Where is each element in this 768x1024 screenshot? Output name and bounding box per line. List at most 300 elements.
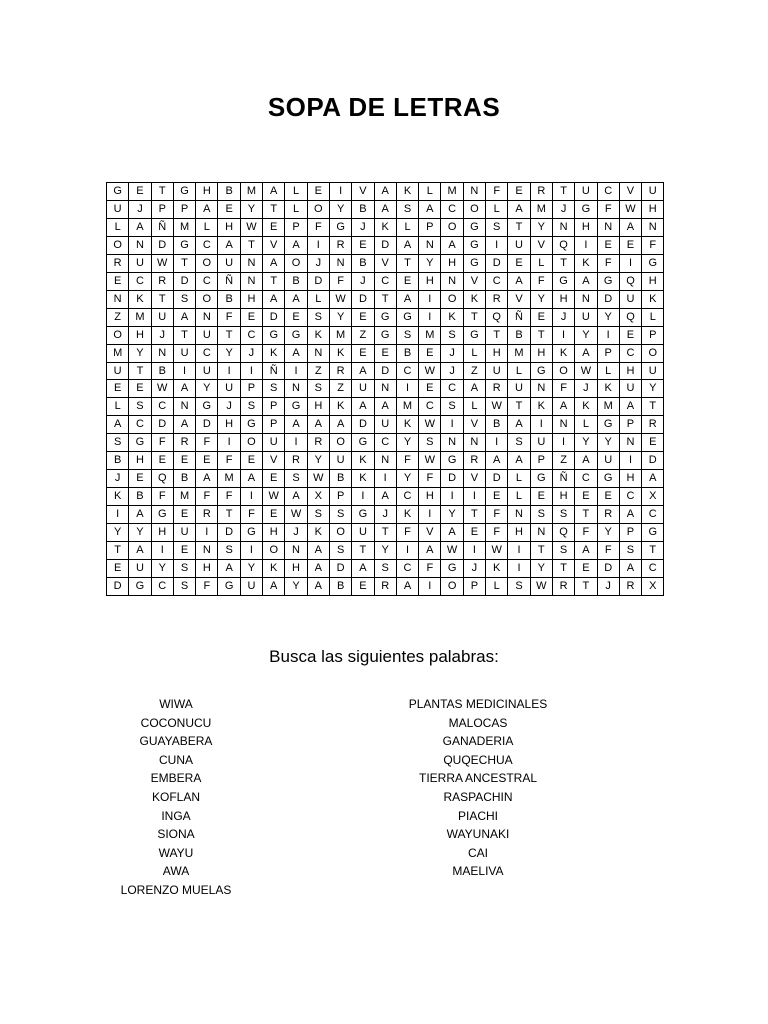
grid-cell: G: [107, 183, 129, 201]
grid-cell: G: [552, 272, 574, 290]
grid-cell: A: [508, 272, 530, 290]
grid-cell: Y: [129, 524, 151, 542]
instructions-heading: Busca las siguientes palabras:: [269, 647, 499, 666]
grid-cell: D: [196, 416, 218, 434]
grid-cell: O: [441, 577, 463, 595]
grid-row: [107, 308, 664, 326]
grid-cell: I: [396, 380, 418, 398]
grid-row: [107, 524, 664, 542]
grid-cell: Y: [307, 452, 329, 470]
grid-cell: G: [240, 416, 262, 434]
grid-cell: S: [508, 434, 530, 452]
grid-cell: E: [307, 183, 329, 201]
grid-cell: H: [240, 290, 262, 308]
grid-cell: U: [107, 200, 129, 218]
grid-cell: N: [530, 380, 552, 398]
grid-cell: D: [218, 524, 240, 542]
grid-cell: R: [597, 506, 619, 524]
grid-cell: A: [307, 416, 329, 434]
grid-cell: A: [129, 542, 151, 560]
grid-cell: K: [374, 218, 396, 236]
grid-cell: I: [619, 452, 641, 470]
grid-cell: D: [642, 452, 664, 470]
grid-cell: F: [575, 524, 597, 542]
grid-cell: S: [218, 542, 240, 560]
grid-cell: U: [107, 362, 129, 380]
grid-cell: R: [329, 362, 351, 380]
grid-cell: W: [151, 380, 173, 398]
grid-cell: E: [173, 452, 195, 470]
grid-cell: E: [530, 308, 552, 326]
grid-cell: F: [396, 524, 418, 542]
grid-cell: C: [196, 236, 218, 254]
grid-cell: C: [619, 488, 641, 506]
grid-cell: I: [307, 236, 329, 254]
grid-cell: G: [173, 183, 195, 201]
grid-cell: H: [508, 524, 530, 542]
grid-cell: A: [374, 398, 396, 416]
grid-cell: G: [240, 524, 262, 542]
grid-cell: O: [463, 200, 485, 218]
grid-cell: K: [575, 398, 597, 416]
grid-cell: U: [352, 380, 374, 398]
grid-cell: A: [619, 560, 641, 578]
grid-cell: G: [374, 326, 396, 344]
grid-cell: H: [129, 326, 151, 344]
grid-cell: F: [419, 560, 441, 578]
grid-cell: D: [597, 290, 619, 308]
grid-cell: W: [441, 542, 463, 560]
grid-cell: N: [463, 183, 485, 201]
grid-cell: C: [129, 416, 151, 434]
grid-cell: T: [642, 398, 664, 416]
grid-cell: U: [508, 236, 530, 254]
grid-cell: W: [263, 488, 285, 506]
grid-cell: S: [486, 218, 508, 236]
grid-cell: S: [107, 434, 129, 452]
grid-cell: A: [196, 470, 218, 488]
grid-cell: K: [463, 290, 485, 308]
grid-cell: K: [352, 470, 374, 488]
grid-cell: T: [463, 506, 485, 524]
grid-cell: E: [352, 308, 374, 326]
grid-cell: T: [552, 183, 574, 201]
grid-cell: C: [642, 506, 664, 524]
grid-cell: S: [285, 470, 307, 488]
grid-cell: I: [575, 236, 597, 254]
grid-cell: U: [575, 308, 597, 326]
grid-cell: T: [530, 542, 552, 560]
grid-cell: E: [129, 380, 151, 398]
grid-cell: T: [107, 542, 129, 560]
grid-cell: V: [352, 183, 374, 201]
grid-cell: T: [374, 290, 396, 308]
grid-cell: I: [107, 506, 129, 524]
grid-cell: A: [419, 200, 441, 218]
grid-cell: E: [107, 380, 129, 398]
grid-cell: J: [552, 200, 574, 218]
grid-cell: B: [218, 183, 240, 201]
grid-cell: T: [575, 506, 597, 524]
grid-cell: A: [396, 236, 418, 254]
grid-cell: Y: [575, 326, 597, 344]
grid-cell: E: [619, 236, 641, 254]
grid-cell: M: [240, 183, 262, 201]
grid-cell: U: [486, 362, 508, 380]
grid-cell: I: [552, 434, 574, 452]
grid-cell: B: [396, 344, 418, 362]
grid-cell: N: [285, 542, 307, 560]
grid-cell: A: [441, 236, 463, 254]
grid-cell: A: [374, 183, 396, 201]
grid-cell: J: [441, 344, 463, 362]
grid-cell: U: [619, 290, 641, 308]
grid-cell: O: [441, 290, 463, 308]
grid-row: [107, 560, 664, 578]
grid-cell: V: [419, 524, 441, 542]
grid-cell: G: [352, 434, 374, 452]
grid-cell: R: [619, 577, 641, 595]
grid-cell: U: [151, 308, 173, 326]
grid-cell: D: [486, 254, 508, 272]
grid-cell: C: [396, 362, 418, 380]
grid-cell: K: [552, 344, 574, 362]
grid-cell: S: [173, 577, 195, 595]
grid-cell: Y: [240, 200, 262, 218]
grid-row: [107, 236, 664, 254]
grid-row: [107, 470, 664, 488]
grid-cell: S: [419, 434, 441, 452]
grid-cell: I: [151, 542, 173, 560]
grid-cell: O: [196, 290, 218, 308]
grid-cell: Y: [597, 524, 619, 542]
grid-cell: K: [642, 290, 664, 308]
grid-cell: S: [263, 380, 285, 398]
grid-cell: W: [619, 200, 641, 218]
grid-cell: N: [530, 524, 552, 542]
grid-cell: E: [129, 470, 151, 488]
grid-cell: A: [263, 183, 285, 201]
grid-cell: F: [597, 200, 619, 218]
grid-cell: G: [463, 236, 485, 254]
word-list-item: LORENZO MUELAS: [120, 882, 232, 897]
word-list-item: INGA: [161, 808, 191, 823]
grid-cell: S: [396, 326, 418, 344]
grid-cell: K: [107, 488, 129, 506]
grid-cell: I: [530, 416, 552, 434]
grid-cell: A: [619, 398, 641, 416]
grid-cell: Q: [552, 236, 574, 254]
grid-cell: U: [575, 183, 597, 201]
grid-cell: Y: [396, 470, 418, 488]
grid-cell: T: [151, 290, 173, 308]
word-list-item: PLANTAS MEDICINALES: [408, 697, 548, 711]
grid-cell: C: [396, 488, 418, 506]
grid-row: [107, 506, 664, 524]
grid-cell: R: [196, 506, 218, 524]
grid-cell: J: [151, 326, 173, 344]
grid-cell: F: [307, 218, 329, 236]
grid-cell: N: [240, 272, 262, 290]
grid-cell: F: [419, 470, 441, 488]
grid-cell: K: [530, 398, 552, 416]
grid-cell: D: [597, 560, 619, 578]
grid-cell: E: [352, 236, 374, 254]
grid-cell: U: [240, 577, 262, 595]
grid-cell: R: [463, 452, 485, 470]
grid-cell: A: [486, 452, 508, 470]
grid-cell: C: [597, 183, 619, 201]
grid-cell: M: [419, 326, 441, 344]
grid-cell: A: [285, 344, 307, 362]
grid-cell: P: [263, 398, 285, 416]
grid-cell: H: [151, 524, 173, 542]
grid-cell: U: [196, 362, 218, 380]
grid-cell: J: [107, 470, 129, 488]
grid-cell: G: [129, 577, 151, 595]
grid-cell: D: [107, 577, 129, 595]
grid-cell: V: [374, 254, 396, 272]
grid-cell: E: [597, 488, 619, 506]
grid-cell: J: [441, 362, 463, 380]
grid-cell: P: [597, 344, 619, 362]
grid-cell: T: [396, 254, 418, 272]
grid-cell: O: [263, 542, 285, 560]
grid-cell: C: [129, 272, 151, 290]
grid-cell: N: [642, 218, 664, 236]
grid-cell: T: [129, 362, 151, 380]
grid-cell: B: [329, 577, 351, 595]
grid-cell: J: [285, 524, 307, 542]
grid-cell: A: [575, 344, 597, 362]
grid-cell: R: [173, 434, 195, 452]
grid-cell: M: [218, 470, 240, 488]
grid-cell: E: [575, 488, 597, 506]
grid-cell: W: [307, 470, 329, 488]
grid-cell: E: [352, 344, 374, 362]
grid-cell: E: [396, 272, 418, 290]
grid-cell: Y: [107, 524, 129, 542]
grid-cell: A: [575, 542, 597, 560]
grid-cell: L: [107, 398, 129, 416]
grid-cell: T: [642, 542, 664, 560]
grid-cell: C: [619, 344, 641, 362]
grid-cell: L: [486, 577, 508, 595]
grid-cell: V: [463, 272, 485, 290]
grid-cell: H: [218, 416, 240, 434]
grid-cell: A: [352, 398, 374, 416]
grid-cell: T: [240, 236, 262, 254]
grid-cell: W: [486, 398, 508, 416]
grid-cell: B: [352, 200, 374, 218]
grid-cell: A: [508, 452, 530, 470]
grid-cell: V: [619, 183, 641, 201]
grid-cell: A: [173, 308, 195, 326]
grid-cell: T: [552, 560, 574, 578]
grid-cell: G: [597, 272, 619, 290]
grid-cell: L: [463, 398, 485, 416]
grid-cell: N: [196, 308, 218, 326]
grid-cell: P: [240, 380, 262, 398]
grid-cell: R: [486, 290, 508, 308]
grid-cell: C: [196, 344, 218, 362]
grid-cell: R: [285, 452, 307, 470]
word-list-item: SIONA: [157, 827, 195, 842]
grid-cell: B: [486, 416, 508, 434]
grid-cell: R: [307, 434, 329, 452]
grid-cell: T: [530, 326, 552, 344]
grid-cell: K: [486, 560, 508, 578]
grid-cell: N: [508, 506, 530, 524]
grid-cell: G: [352, 506, 374, 524]
grid-cell: F: [486, 506, 508, 524]
grid-cell: Q: [486, 308, 508, 326]
grid-cell: K: [597, 380, 619, 398]
grid-cell: A: [263, 254, 285, 272]
grid-cell: C: [486, 272, 508, 290]
grid-cell: W: [419, 362, 441, 380]
grid-cell: G: [463, 254, 485, 272]
grid-cell: I: [285, 362, 307, 380]
grid-cell: I: [508, 560, 530, 578]
grid-cell: E: [419, 344, 441, 362]
grid-cell: B: [352, 254, 374, 272]
grid-cell: G: [218, 577, 240, 595]
grid-cell: A: [441, 524, 463, 542]
word-list-item: RASPACHIN: [443, 789, 513, 804]
grid-cell: S: [173, 560, 195, 578]
grid-row: [107, 452, 664, 470]
grid-cell: E: [374, 344, 396, 362]
grid-cell: P: [419, 218, 441, 236]
grid-cell: L: [196, 218, 218, 236]
grid-cell: Q: [619, 308, 641, 326]
grid-cell: G: [530, 362, 552, 380]
grid-cell: I: [463, 488, 485, 506]
grid-cell: I: [441, 416, 463, 434]
grid-cell: J: [552, 308, 574, 326]
grid-cell: R: [530, 183, 552, 201]
grid-cell: G: [173, 236, 195, 254]
grid-cell: Ñ: [151, 218, 173, 236]
grid-cell: A: [285, 290, 307, 308]
grid-cell: S: [240, 398, 262, 416]
grid-row: [107, 416, 664, 434]
grid-cell: Y: [575, 434, 597, 452]
grid-cell: D: [307, 272, 329, 290]
grid-cell: A: [352, 560, 374, 578]
grid-cell: E: [352, 577, 374, 595]
grid-cell: K: [352, 452, 374, 470]
grid-cell: T: [218, 506, 240, 524]
grid-cell: N: [374, 380, 396, 398]
grid-cell: N: [129, 236, 151, 254]
grid-cell: E: [173, 542, 195, 560]
grid-cell: A: [173, 380, 195, 398]
grid-cell: I: [463, 542, 485, 560]
grid-cell: F: [642, 236, 664, 254]
grid-cell: I: [597, 326, 619, 344]
grid-cell: V: [463, 416, 485, 434]
grid-cell: B: [218, 290, 240, 308]
grid-cell: A: [508, 416, 530, 434]
grid-cell: U: [129, 560, 151, 578]
grid-cell: I: [552, 326, 574, 344]
grid-cell: H: [642, 272, 664, 290]
grid-cell: Y: [530, 218, 552, 236]
grid-cell: S: [552, 506, 574, 524]
grid-cell: G: [575, 200, 597, 218]
grid-cell: Z: [552, 452, 574, 470]
grid-row: [107, 290, 664, 308]
word-list-item: PIACHI: [457, 808, 498, 823]
grid-cell: I: [419, 506, 441, 524]
grid-cell: V: [530, 236, 552, 254]
grid-cell: A: [352, 362, 374, 380]
grid-cell: V: [263, 236, 285, 254]
grid-cell: I: [240, 488, 262, 506]
grid-cell: D: [151, 236, 173, 254]
grid-cell: R: [107, 254, 129, 272]
grid-cell: J: [352, 218, 374, 236]
grid-cell: H: [552, 488, 574, 506]
grid-cell: B: [129, 488, 151, 506]
grid-cell: K: [396, 183, 418, 201]
grid-cell: O: [642, 344, 664, 362]
grid-cell: A: [552, 398, 574, 416]
grid-cell: O: [285, 254, 307, 272]
grid-cell: G: [597, 470, 619, 488]
grid-cell: N: [307, 344, 329, 362]
grid-cell: G: [151, 506, 173, 524]
grid-cell: I: [352, 488, 374, 506]
grid-cell: Y: [419, 254, 441, 272]
grid-cell: I: [196, 524, 218, 542]
grid-cell: R: [151, 272, 173, 290]
grid-cell: H: [419, 272, 441, 290]
grid-cell: W: [151, 254, 173, 272]
grid-cell: Y: [218, 344, 240, 362]
word-list-item: WIWA: [159, 697, 193, 711]
grid-cell: T: [173, 254, 195, 272]
grid-cell: A: [619, 218, 641, 236]
grid-cell: D: [486, 470, 508, 488]
grid-cell: U: [329, 452, 351, 470]
word-list-item: COCONUCU: [140, 715, 212, 730]
grid-cell: A: [129, 218, 151, 236]
grid-cell: C: [196, 272, 218, 290]
grid-cell: E: [240, 308, 262, 326]
grid-cell: S: [441, 326, 463, 344]
grid-cell: A: [463, 380, 485, 398]
grid-cell: T: [151, 183, 173, 201]
grid-cell: K: [129, 290, 151, 308]
grid-cell: T: [374, 524, 396, 542]
grid-cell: F: [396, 452, 418, 470]
grid-cell: Q: [552, 524, 574, 542]
grid-cell: L: [419, 183, 441, 201]
grid-cell: N: [575, 290, 597, 308]
grid-cell: H: [486, 344, 508, 362]
grid-row: [107, 488, 664, 506]
grid-cell: D: [173, 272, 195, 290]
grid-cell: Y: [530, 560, 552, 578]
grid-cell: H: [285, 560, 307, 578]
grid-cell: B: [329, 470, 351, 488]
grid-cell: Z: [107, 308, 129, 326]
grid-cell: E: [218, 200, 240, 218]
grid-cell: S: [374, 560, 396, 578]
